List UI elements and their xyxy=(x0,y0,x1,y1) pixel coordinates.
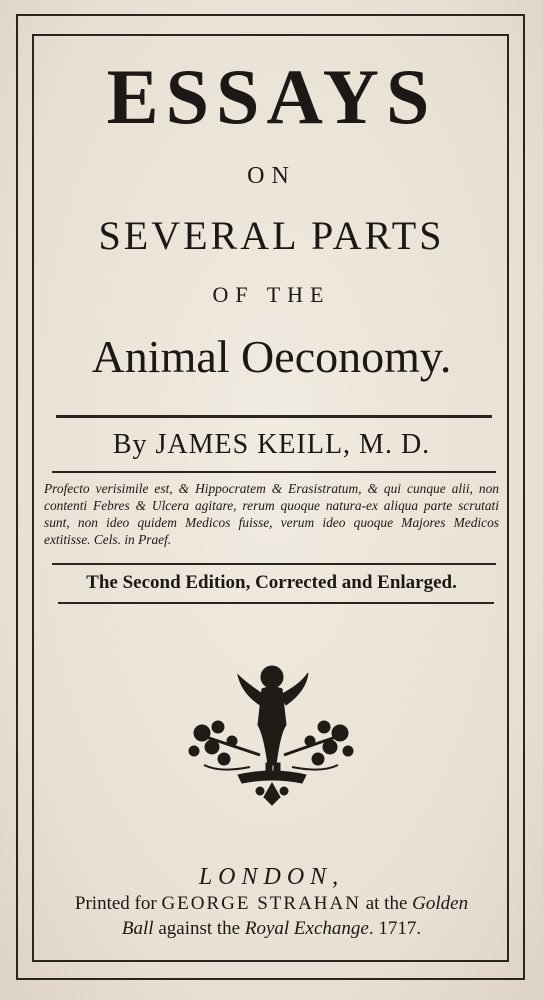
rule-motto xyxy=(52,563,496,565)
imprint-place: LONDON, xyxy=(198,864,345,890)
imprint-against: against the xyxy=(158,918,241,939)
edition-statement: The Second Edition, Corrected and Enlarged. xyxy=(86,572,457,593)
imprint-printed-for: Printed for xyxy=(74,893,157,914)
subtitle-of-the: OF THE xyxy=(212,282,331,307)
imprint-year: . 1717. xyxy=(368,918,422,939)
title-on: ON xyxy=(247,163,296,189)
subtitle-animal-oeconomy: Animal Oeconomy. xyxy=(91,331,452,382)
latin-motto: Profecto verisimile est, & Hippocratem & Erasistratum, & qui cunque alii, non contenti Febres & Ulcera agitare, rerum quoque natura-ex aliqua parte scrutati sunt, non ideo quidem Medicos fuisse, verum ideo quoque Majores Medicos extitisse. Cels. in Praef. xyxy=(44,481,499,547)
subtitle-several-parts: SEVERAL PARTS xyxy=(98,213,445,258)
imprint-at-the: at the xyxy=(365,893,408,914)
book-title: ESSAYS xyxy=(106,53,437,140)
imprint-printer: GEORGE STRAHAN xyxy=(161,893,361,914)
imprint-sign-2: Ball xyxy=(121,918,154,939)
rule-author xyxy=(52,471,496,473)
imprint-exchange: Royal Exchange xyxy=(244,918,369,939)
printer-ornament xyxy=(180,655,360,815)
rule-top xyxy=(56,415,492,418)
imprint-line-2 xyxy=(40,916,503,942)
rule-edition xyxy=(58,602,494,604)
author-line: By JAMES KEILL, M. D. xyxy=(112,429,431,460)
imprint-line-1 xyxy=(40,891,503,917)
imprint-sign: Golden xyxy=(412,893,469,914)
